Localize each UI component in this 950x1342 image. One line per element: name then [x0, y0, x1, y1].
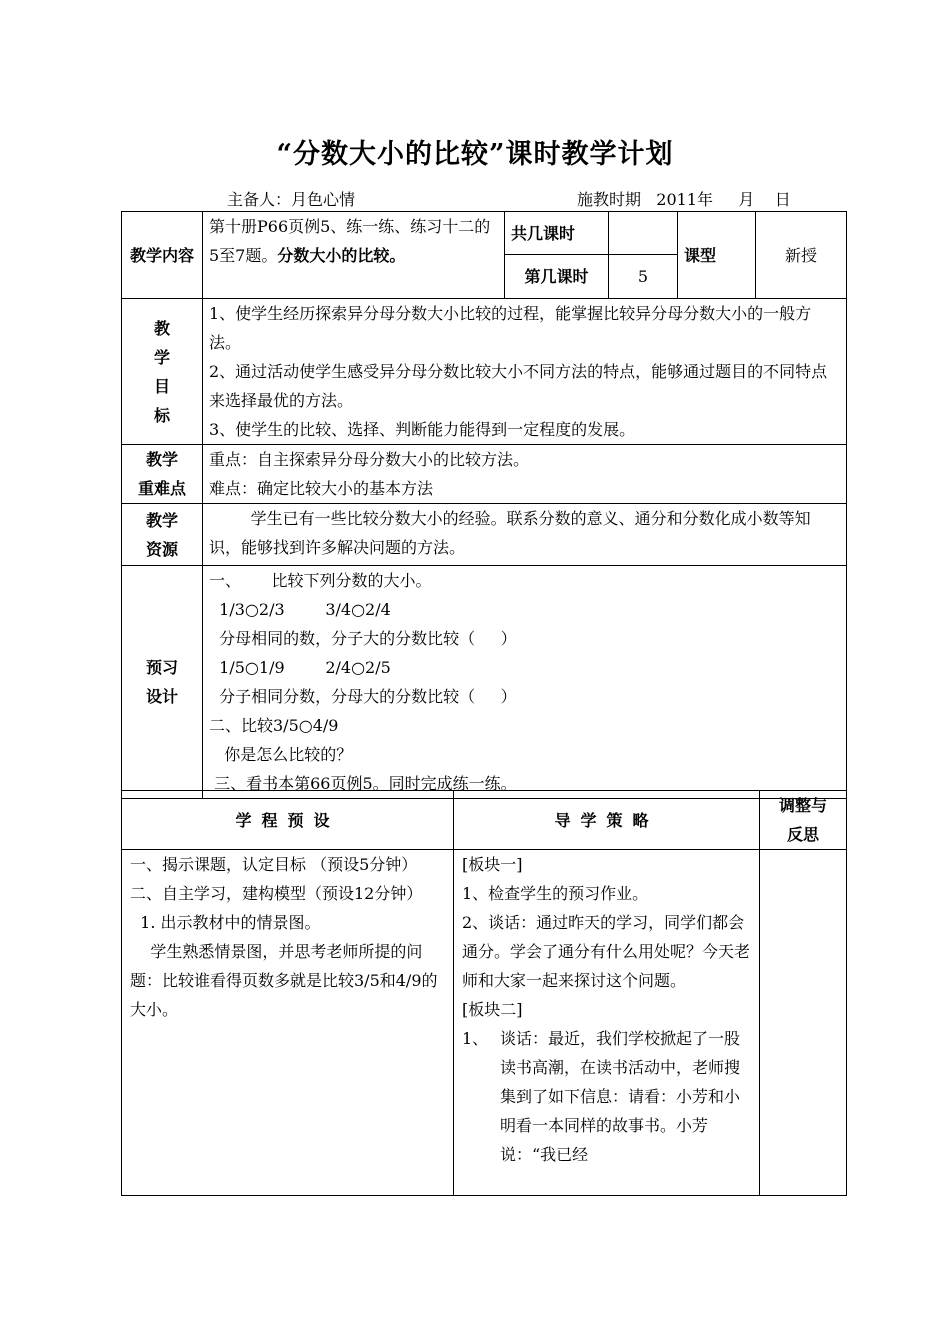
- process-header-plan: 学程预设: [122, 791, 454, 850]
- resources-label: 教学 资源: [122, 504, 203, 566]
- goal-item: 3、使学生的比较、选择、判断能力能得到一定程度的发展。: [209, 420, 636, 439]
- goals-text: [203, 299, 847, 445]
- lesson-type-value: 新授: [756, 212, 847, 299]
- process-header-strategy: 导学策略: [454, 791, 760, 850]
- goals-label: 教 学 目 标: [122, 299, 203, 445]
- process-reflection-cell: [760, 850, 847, 1196]
- goal-item: 2、通过活动使学生感受异分母分数比较大小不同方法的特点，能够通过题目的不同特点来选择最优的方法。: [209, 362, 828, 410]
- teaching-date: 施教时期 2011年 月 日: [577, 190, 791, 209]
- page-title: “分数大小的比较”课时教学计划: [276, 139, 674, 170]
- goal-item: 1、使学生经历探索异分母分数大小比较的过程，能掌握比较异分母分数大小的一般方法。: [209, 304, 812, 352]
- process-table: [121, 790, 847, 1196]
- resources-text: 学生已有一些比较分数大小的经验。联系分数的意义、通分和分数化成小数等知识，能够找到许多解决问题的方法。: [203, 504, 847, 566]
- lesson-number-value: 5: [609, 255, 678, 299]
- key-points-text: 重点：自主探索异分母分数大小的比较方法。 难点：确定比较大小的基本方法: [203, 445, 847, 504]
- content-label: 教学内容: [122, 212, 203, 299]
- total-lessons-label: 共几课时: [505, 212, 609, 255]
- process-strategy-cell: [板块一] 1、检查学生的预习作业。 2、谈话：通过昨天的学习，同学们都会通分。学会了通分有什么用处呢？今天老师和大家一起来探讨这个问题。 [板块二] 1、 谈话：最近，我们学校掀起了一股读书高潮，在读书活动中，老师搜集到了如下信息：请看：小芳和小明看一本同样的故事书。小芳说：“我已经: [454, 850, 760, 1196]
- lesson-number-label: 第几课时: [505, 255, 609, 299]
- process-plan-cell: 一、揭示课题，认定目标 （预设5分钟） 二、自主学习，建构模型（预设12分钟） 1. 出示教材中的情景图。 学生熟悉情景图，并思考老师所提的问题：比较谁看得页数多就是比较3/5和4/9的大小。: [122, 850, 454, 1196]
- key-points-label: 教学 重难点: [122, 445, 203, 504]
- total-lessons-value: [609, 212, 678, 255]
- preparer: 主备人：月色心情: [227, 190, 356, 209]
- process-header-reflection: 调整与 反思: [760, 791, 847, 850]
- preview-label: 预习 设计: [122, 566, 203, 799]
- content-text: 第十册P66页例5、练一练、练习十二的5至7题。分数大小的比较。: [203, 212, 505, 299]
- preview-text: 一、 比较下列分数的大小。 1/3○2/3 3/4○2/4 分母相同的数，分子大的分数比较（ ） 1/5○1/9 2/4○2/5 分子相同分数，分母大的分数比较（ ） 二、比较3/5○4/9 你是怎么比较的？ 三、看书本第66页例5。同时完成练一练。: [203, 566, 847, 799]
- plan-table: [121, 211, 847, 799]
- lesson-type-label: 课型: [678, 212, 756, 299]
